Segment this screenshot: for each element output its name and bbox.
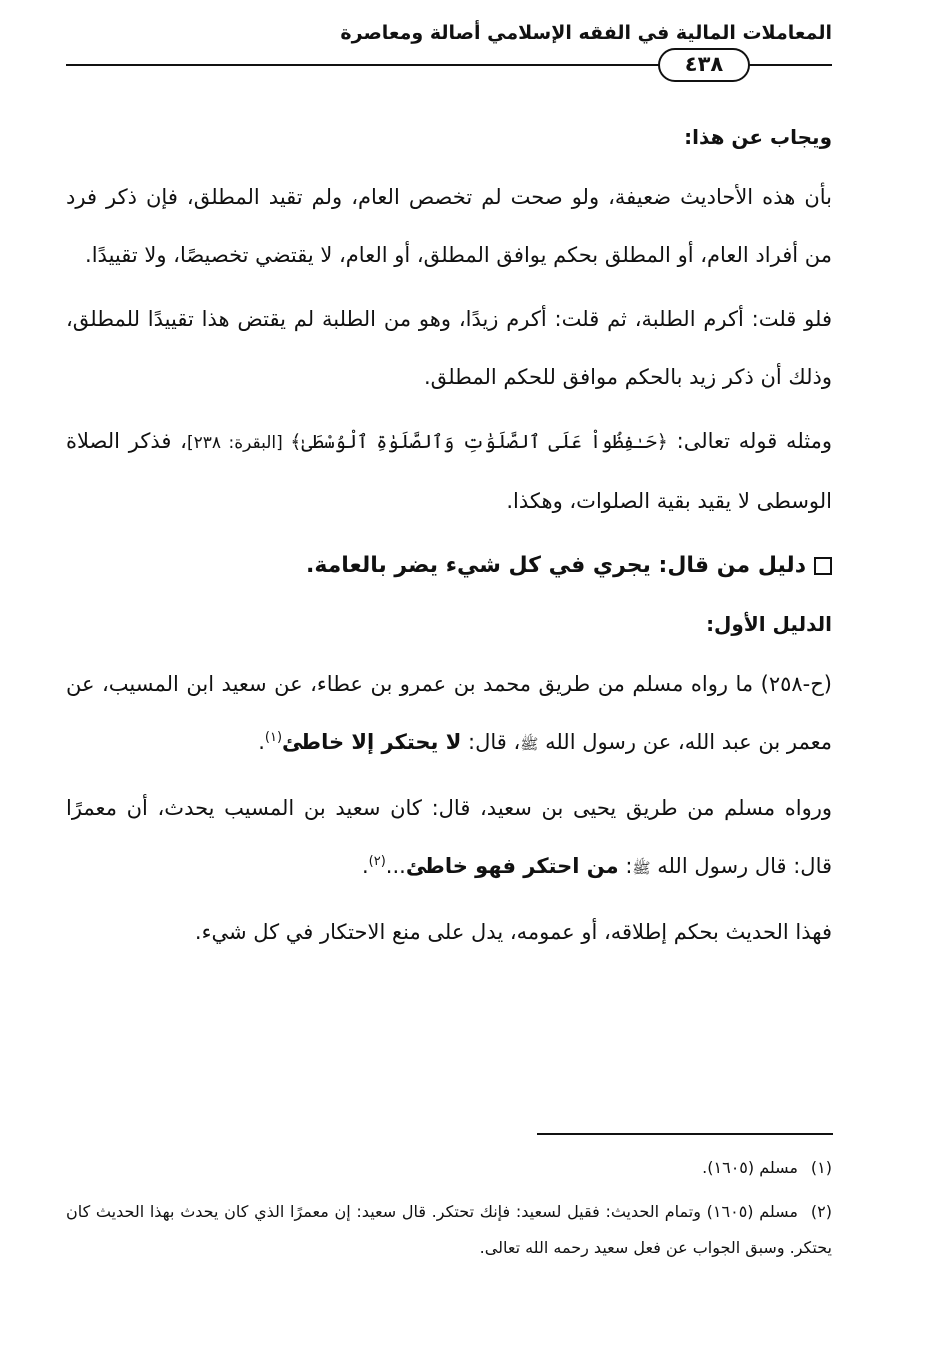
hadith-1-text: لا يحتكر إلا خاطئ <box>282 730 462 754</box>
hadith-2-chain: ورواه مسلم من طريق يحيى بن سعيد، قال: كان سعيد بن المسيب يحدث، أن معمرًا قال: قال رسول الله <box>66 796 832 878</box>
hadith-2-text: من احتكر فهو خاطئ <box>405 854 619 878</box>
paragraph-hadith-2 <box>66 779 832 897</box>
footnotes <box>66 1150 832 1266</box>
answer-label-text: ويجاب عن هذا: <box>684 125 832 149</box>
footnote-1-number: (١) <box>810 1158 832 1177</box>
page-number: ٤٣٨ <box>658 48 750 82</box>
square-bullet-icon <box>814 557 832 575</box>
footnote-rule <box>537 1133 833 1135</box>
first-evidence-label <box>66 595 832 653</box>
section-heading <box>66 536 832 595</box>
footnote-marker-2: (٢) <box>368 854 386 869</box>
quran-verse: ﴿حَـٰفِظُواْ عَلَى ٱلصَّلَوَٰتِ وَٱلصَّلَوٰةِ ٱلْوُسْطَىٰ﴾ <box>290 431 668 453</box>
hadith-1-said: ، قال: <box>461 730 521 754</box>
paragraph-verse <box>66 412 832 530</box>
footnote-marker-1: (١) <box>264 730 283 745</box>
verse-commentary: ، فذكر الصلاة الوسطى لا يقيد بقية الصلوات، وهكذا. <box>66 429 832 513</box>
hadith-1-chain: (ح-٢٥٨) ما رواه مسلم من طريق محمد بن عمرو بن عطاء، عن سعيد ابن المسيب، عن معمر بن عبد الله، عن رسول الله <box>66 672 832 754</box>
section-heading-text: دليل من قال: يجري في كل شيء يضر بالعامة. <box>305 553 806 578</box>
hadith-2-said: : <box>618 854 633 878</box>
footnote-2-number: (٢) <box>810 1202 833 1221</box>
paragraph-example: فلو قلت: أكرم الطلبة، ثم قلت: أكرم زيدًا، وهو من الطلبة لم يقتض هذا تقييدًا للمطلق، وذلك أن ذكر زيد بالحكم موافق للحكم المطلق. <box>66 307 832 389</box>
paragraph-answer: بأن هذه الأحاديث ضعيفة، ولو صحت لم تخصص العام، ولم تقيد المطلق، فإن ذكر فرد من أفراد العام، أو المطلق بحكم يوافق المطلق، أو العام، لا يقتضي تخصيصًا، ولا تقييدًا. <box>66 185 832 267</box>
verse-intro: ومثله قوله تعالى: <box>667 429 832 453</box>
hadith-2-end: . <box>361 854 369 878</box>
verse-reference: [البقرة: ٢٣٨] <box>186 433 291 453</box>
salla-glyph: ﷺ <box>632 859 651 877</box>
answer-label <box>66 108 832 166</box>
footnote-2 <box>66 1194 832 1266</box>
footnote-1-text: مسلم (١٦٠٥). <box>702 1158 798 1177</box>
hadith-2-ellipsis: ... <box>385 854 406 878</box>
first-evidence-label-text: الدليل الأول: <box>706 612 832 636</box>
paragraph-hadith-1 <box>66 655 832 773</box>
salla-glyph: ﷺ <box>520 735 539 753</box>
hadith-1-end: . <box>258 730 265 754</box>
paragraph-conclusion: فهذا الحديث بحكم إطلاقه، أو عمومه، يدل على منع الاحتكار في كل شيء. <box>194 920 832 944</box>
main-text <box>66 108 832 961</box>
running-title: المعاملات المالية في الفقه الإسلامي أصالة ومعاصرة <box>340 22 832 44</box>
footnote-1 <box>66 1150 832 1186</box>
footnote-2-text: مسلم (١٦٠٥) وتمام الحديث: فقيل لسعيد: فإنك تحتكر. قال سعيد: إن معمرًا الذي كان يحدث بهذا الحديث كان يحتكر. وسبق الجواب عن فعل سعيد رحمه الله تعالى. <box>66 1202 832 1257</box>
